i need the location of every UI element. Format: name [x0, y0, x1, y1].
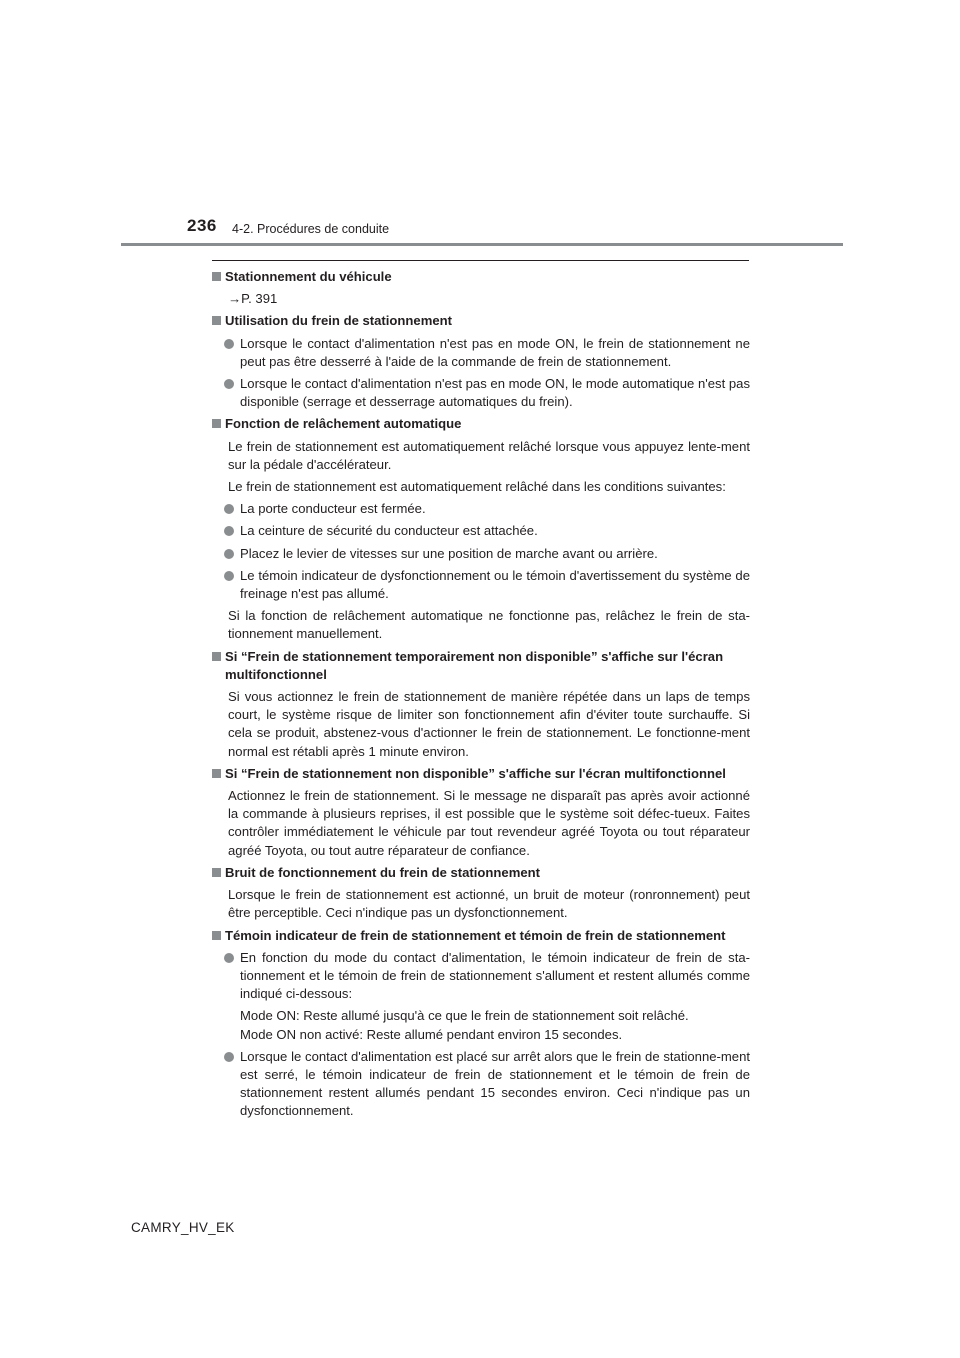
heading-operating-noise: Bruit de fonctionnement du frein de stationnement	[212, 864, 750, 882]
circle-bullet-icon	[224, 504, 234, 514]
list-item: En fonction du mode du contact d'alimentation, le témoin indicateur de frein de sta-tionnement et le témoin de frein de stationnement s'allument et restent allumés comme indiqué ci-dessous:	[224, 949, 750, 1004]
list-item: La porte conducteur est fermée.	[224, 500, 750, 518]
square-bullet-icon	[212, 652, 221, 661]
content	[212, 268, 750, 1125]
circle-bullet-icon	[224, 1052, 234, 1062]
square-bullet-icon	[212, 316, 221, 325]
circle-bullet-icon	[224, 379, 234, 389]
paragraph: Lorsque le frein de stationnement est actionné, un bruit de moteur (ronronnement) peut être perceptible. Ceci n'indique pas un dysfonctionnement.	[228, 887, 750, 921]
paragraph: Si vous actionnez le frein de stationnement de manière répétée dans un laps de temps court, le système risque de limiter son fonctionnement afin d'éviter toute surchauffe. Si cela se produit, abstenez-vous d'actionner le frein de stationnement. Le fonctionne-ment normal est rétabli après 1 minute environ.	[228, 689, 750, 759]
heading-parking-brake-use: Utilisation du frein de stationnement	[212, 312, 750, 330]
paragraph: Le frein de stationnement est automatiquement relâché dans les conditions suivantes:	[228, 479, 726, 495]
circle-bullet-icon	[224, 571, 234, 581]
header-rule	[121, 243, 843, 246]
mode-line: Mode ON: Reste allumé jusqu'à ce que le frein de stationnement soit relâché.	[240, 1008, 689, 1024]
heading-indicator-lights: Témoin indicateur de frein de stationnement et témoin de frein de stationnement	[212, 927, 750, 945]
paragraph: Si la fonction de relâchement automatique ne fonctionne pas, relâchez le frein de sta-tionnement manuellement.	[228, 608, 750, 642]
heading-auto-release: Fonction de relâchement automatique	[212, 415, 750, 433]
square-bullet-icon	[212, 868, 221, 877]
square-bullet-icon	[212, 931, 221, 940]
content-top-rule	[212, 260, 749, 261]
reference-link[interactable]: →P. 391	[228, 291, 278, 307]
section-title: 4-2. Procédures de conduite	[232, 222, 390, 236]
paragraph: Le frein de stationnement est automatiquement relâché lorsque vous appuyez lente-ment sur la pédale d'accélérateur.	[228, 438, 750, 472]
circle-bullet-icon	[224, 549, 234, 559]
heading-temporarily-unavailable: Si “Frein de stationnement temporairement non disponible” s'affiche sur l'écran multifonctionnel	[212, 648, 750, 684]
mode-line: Mode ON non activé: Reste allumé pendant environ 15 secondes.	[240, 1026, 623, 1042]
model-code: CAMRY_HV_EK	[131, 1220, 235, 1235]
circle-bullet-icon	[224, 339, 234, 349]
list-item: Le témoin indicateur de dysfonctionnement ou le témoin d'avertissement du système de freinage n'est pas allumé.	[224, 567, 750, 603]
heading-unavailable: Si “Frein de stationnement non disponible” s'affiche sur l'écran multifonctionnel	[212, 765, 750, 783]
heading-parking: Stationnement du véhicule	[212, 268, 750, 286]
list-item: Lorsque le contact d'alimentation est placé sur arrêt alors que le frein de stationne-ment est serré, le témoin indicateur de frein de stationnement et le témoin de frein de stationnement restent allumés pendant 15 secondes environ. Ceci n'indique pas un dysfonctionnement.	[224, 1048, 750, 1121]
list-item: La ceinture de sécurité du conducteur est attachée.	[224, 522, 750, 540]
paragraph: Actionnez le frein de stationnement. Si le message ne disparaît pas après avoir actionné la commande à plusieurs reprises, il est possible que le système soit défec-tueux. Faites contrôler immédiatement le véhicule par tout revendeur agréé Toyota ou tout réparateur agréé Toyota, ou tout autre réparateur de confiance.	[228, 788, 750, 858]
square-bullet-icon	[212, 272, 221, 281]
square-bullet-icon	[212, 419, 221, 428]
list-item: Lorsque le contact d'alimentation n'est pas en mode ON, le frein de stationnement ne peut pas être desserré à l'aide de la commande de frein de stationnement.	[224, 335, 750, 371]
circle-bullet-icon	[224, 953, 234, 963]
circle-bullet-icon	[224, 526, 234, 536]
square-bullet-icon	[212, 769, 221, 778]
list-item: Lorsque le contact d'alimentation n'est pas en mode ON, le mode automatique n'est pas disponible (serrage et desserrage automatiques du frein).	[224, 375, 750, 411]
list-item: Placez le levier de vitesses sur une position de marche avant ou arrière.	[224, 545, 750, 563]
page-number: 236	[187, 216, 217, 235]
